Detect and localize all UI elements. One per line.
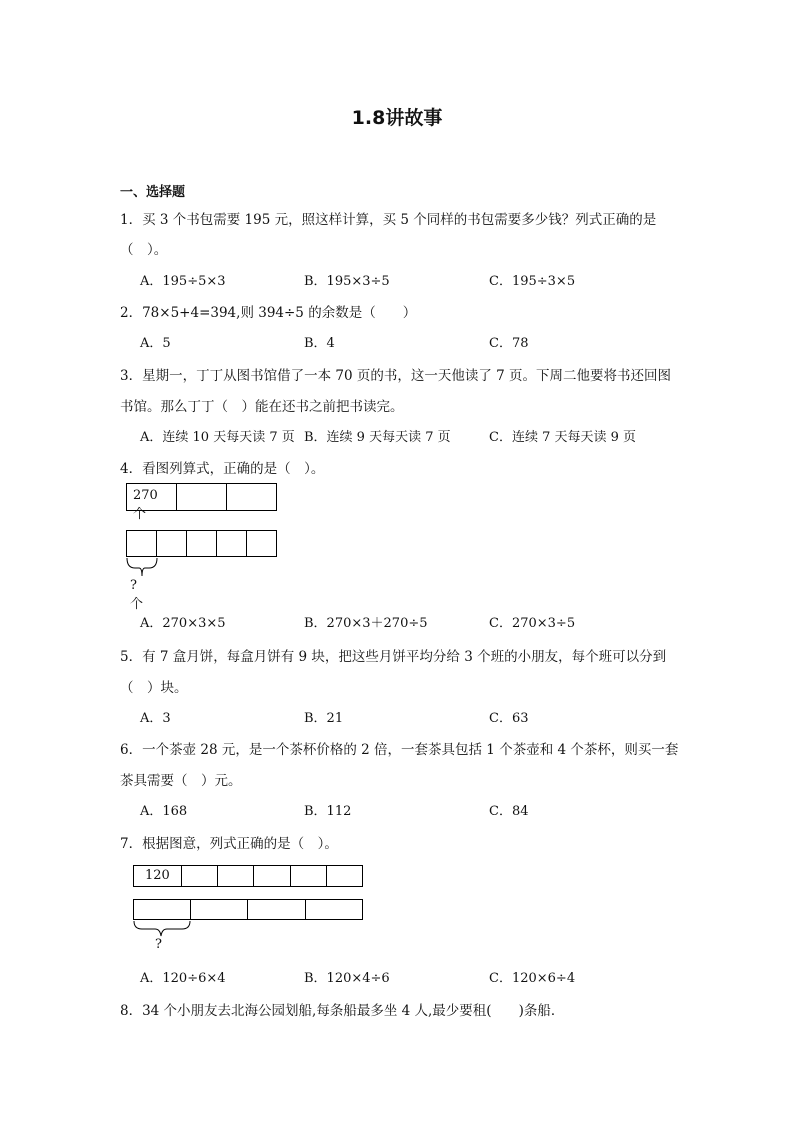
question-7-option-c[interactable]: C．120×6÷4 [489,971,576,986]
question-1-option-c[interactable]: C．195÷3×5 [489,274,576,289]
diagram-7-top-label: 120 [145,868,170,883]
question-1-option-a[interactable]: A．195÷5×3 [140,274,226,289]
diagram-4-bottom-label: ?个 [130,578,144,612]
question-4-option-b[interactable]: B．270×3＋270÷5 [304,616,428,631]
question-5-line-2: （ ）块。 [120,680,188,696]
question-3-option-b[interactable]: B．连续 9 天每天读 7 页 [304,430,451,445]
question-4-option-a[interactable]: A．270×3×5 [140,616,226,631]
question-4-option-c[interactable]: C．270×3÷5 [489,616,576,631]
question-5-line-1: 5．有 7 盒月饼，每盒月饼有 9 块，把这些月饼平均分给 3 个班的小朋友，每个班可以分到 [120,649,667,665]
section-heading: 一、选择题 [120,185,186,200]
question-3-option-c[interactable]: C．连续 7 天每天读 9 页 [489,430,637,445]
question-3-line-2: 书馆。那么丁丁（ ）能在还书之前把书读完。 [120,399,404,415]
question-6-option-c[interactable]: C．84 [489,804,529,819]
diagram-7-bottom-label: ? [155,937,162,952]
question-1-line-2: （ ）。 [120,242,168,258]
question-2-option-a[interactable]: A．5 [140,336,171,351]
question-1-line-1: 1．买 3 个书包需要 195 元，照这样计算，买 5 个同样的书包需要多少钱？列式正确的是 [120,212,657,228]
question-8-line-1: 8．34 个小朋友去北海公园划船,每条船最多坐 4 人,最少要租( )条船． [120,1003,565,1019]
question-5-option-a[interactable]: A．3 [140,711,171,726]
question-3-option-a[interactable]: A．连续 10 天每天读 7 页 [140,430,295,445]
question-6-option-b[interactable]: B．112 [304,804,352,819]
question-6-option-a[interactable]: A．168 [140,804,188,819]
page-title: 1.8讲故事 [351,107,443,129]
question-2-option-c[interactable]: C．78 [489,336,529,351]
question-3-line-1: 3．星期一，丁丁从图书馆借了一本 70 页的书，这一天他读了 7 页。下周二他要将书还回图 [120,368,672,384]
question-5-option-b[interactable]: B．21 [304,711,344,726]
question-4-line-1: 4．看图列算式，正确的是（ ）。 [120,461,325,477]
question-1-option-b[interactable]: B．195×3÷5 [304,274,390,289]
diagram-4-top-label: 270个 [133,488,158,522]
question-2-line-1: 2．78×5+4=394,则 394÷5 的余数是（ ） [120,305,417,321]
question-7-option-b[interactable]: B．120×4÷6 [304,971,390,986]
question-6-line-1: 6．一个茶壶 28 元，是一个茶杯价格的 2 倍，一套茶具包括 1 个茶壶和 4 个茶杯，则买一套 [120,742,679,758]
question-7-option-a[interactable]: A．120÷6×4 [140,971,226,986]
question-6-line-2: 茶具需要（ ）元。 [120,773,242,789]
question-2-option-b[interactable]: B．4 [304,336,335,351]
question-5-option-c[interactable]: C．63 [489,711,529,726]
question-7-line-1: 7．根据图意，列式正确的是（ ）。 [120,836,338,852]
